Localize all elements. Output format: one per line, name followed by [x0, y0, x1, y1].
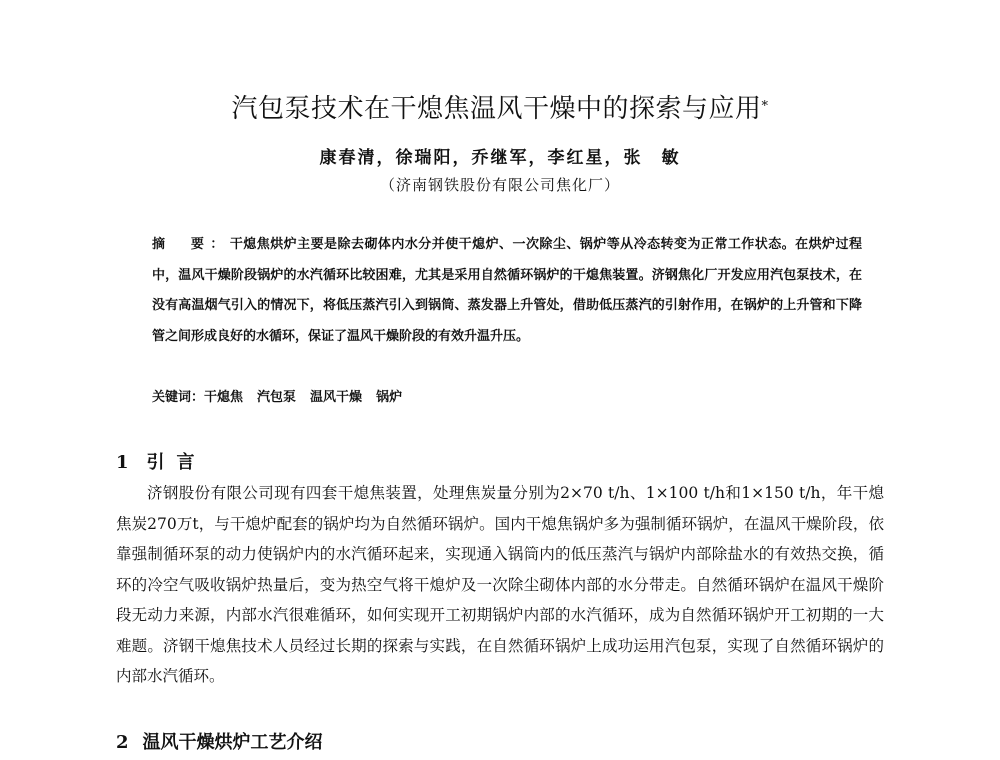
paper-authors: 康春清，徐瑞阳，乔继军，李红星，张 敏	[319, 148, 681, 168]
abstract-label: 摘 要：	[152, 237, 230, 252]
section-title: 引言	[146, 452, 207, 473]
abstract-text: 干熄焦烘炉主要是除去砌体内水分并使干熄炉、一次除尘、锅炉等从冷态转变为正常工作状态。在烘炉过程中，温风干燥阶段锅炉的水汽循环比较困难，尤其是采用自然循环锅炉的干熄焦装置。济钢焦化厂开发应用汽包泵技术，在没有高温烟气引入的情况下，将低压蒸汽引入到锅筒、蒸发器上升管处，借助低压蒸汽的引射作用，在锅炉的上升管和下降管之间形成良好的水循环，保证了温风干燥阶段的有效升温升压。	[152, 237, 862, 344]
section-title: 温风干燥烘炉工艺介绍	[142, 732, 323, 753]
keyword-item: 干熄焦	[204, 390, 244, 405]
section-1-body: 济钢股份有限公司现有四套干熄焦装置，处理焦炭量分别为2×70 t/h、1×100 t/h和1×150 t/h，年干熄焦炭270万t，与干熄炉配套的锅炉均为自然循环锅炉。国内干熄焦锅炉多为强制循环锅炉，在温风干燥阶段，依靠强制循环泵的动力使锅炉内的水汽循环起来，实现通入锅筒内的低压蒸汽与锅炉内部除盐水的有效热交换，循环的冷空气吸收锅炉热量后，变为热空气将干熄炉及一次除尘砌体内部的水分带走。自然循环锅炉在温风干燥阶段无动力来源，内部水汽很难循环，如何实现开工初期锅炉内部的水汽循环，成为自然循环锅炉开工初期的一大难题。济钢干熄焦技术人员经过长期的探索与实践，在自然循环锅炉上成功运用汽包泵，实现了自然循环锅炉的内部水汽循环。	[116, 484, 884, 685]
keyword-item: 汽包泵	[257, 390, 297, 405]
paper-title	[0, 92, 1000, 126]
paper-affiliation: （济南钢铁股份有限公司焦化厂）	[379, 176, 620, 194]
abstract	[152, 230, 862, 352]
paper-title-text: 汽包泵技术在干熄焦温风干燥中的探索与应用	[231, 94, 762, 124]
keywords	[152, 386, 416, 405]
section-number: 2	[116, 732, 129, 753]
keyword-item: 锅炉	[376, 390, 403, 405]
section-heading-2	[116, 728, 323, 754]
keyword-item: 温风干燥	[310, 390, 363, 405]
section-heading-1	[116, 448, 207, 474]
title-footnote-mark: *	[761, 99, 769, 114]
keywords-label: 关键词：	[152, 390, 205, 405]
section-number: 1	[116, 452, 129, 473]
